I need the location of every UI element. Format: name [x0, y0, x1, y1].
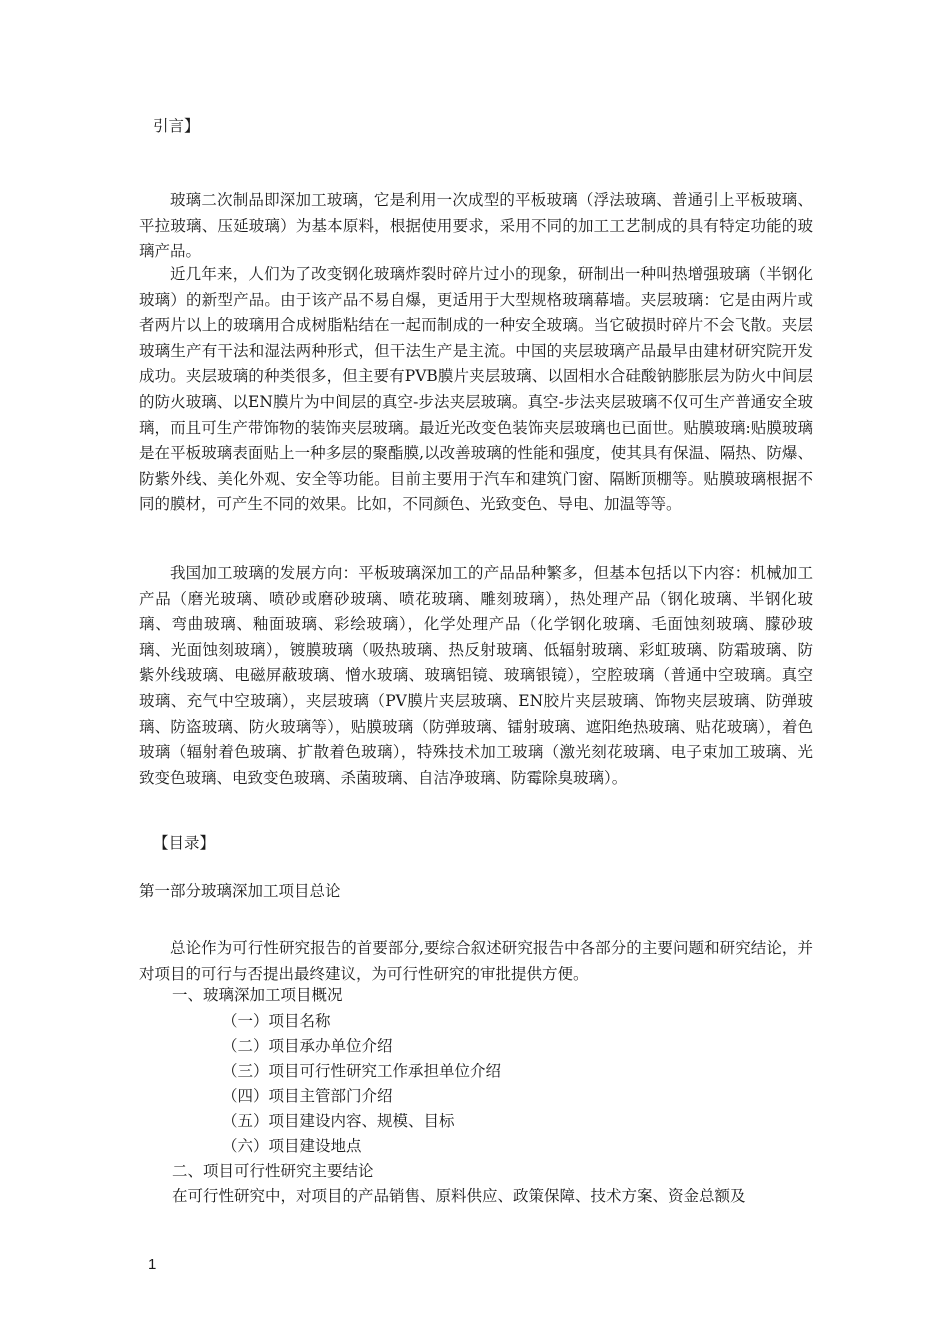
section-2-title: 二、项目可行性研究主要结论 — [172, 1162, 374, 1180]
summary-paragraph: 总论作为可行性研究报告的首要部分,要综合叙述研究报告中各部分的主要问题和研究结论，并对项目的可行与否提出最终建议，为可行性研究的审批提供方便。 — [139, 939, 813, 983]
toc-heading: 【目录】 — [153, 834, 216, 852]
toc-item-6: （六）项目建设地点 — [222, 1137, 362, 1155]
page-number: 1 — [148, 1256, 157, 1273]
paragraph-3: 我国加工玻璃的发展方向：平板玻璃深加工的产品品种繁多，但基本包括以下内容：机械加工产品（磨光玻璃、喷砂或磨砂玻璃、喷花玻璃、雕刻玻璃），热处理产品（钢化玻璃、半钢化玻璃、弯曲玻璃、釉面玻璃、彩绘玻璃），化学处理产品（化学钢化玻璃、毛面蚀刻玻璃、朦砂玻璃、光面蚀刻玻璃），镀膜玻璃（吸热玻璃、热反射玻璃、低辐射玻璃、彩虹玻璃、防霜玻璃、防紫外线玻璃、电磁屏蔽玻璃、憎水玻璃、玻璃铝镜、玻璃银镜），空腔玻璃（普通中空玻璃。真空玻璃、充气中空玻璃），夹层玻璃（PV膜片夹层玻璃、EN胶片夹层玻璃、饰物夹层玻璃、防弹玻璃、防盗玻璃、防火玻璃等），贴膜玻璃（防弹玻璃、镭射玻璃、遮阳绝热玻璃、贴花玻璃），着色玻璃（辐射着色玻璃、扩散着色玻璃），特殊技术加工玻璃（激光刻花玻璃、电子束加工玻璃、光致变色玻璃、电致变色玻璃、杀菌玻璃、自洁净玻璃、防霉除臭玻璃）。 — [139, 564, 813, 787]
section-1-title: 一、玻璃深加工项目概况 — [172, 986, 343, 1004]
toc-item-2: （二）项目承办单位介绍 — [222, 1037, 393, 1055]
toc-item-4: （四）项目主管部门介绍 — [222, 1087, 393, 1105]
section-2-text: 在可行性研究中，对项目的产品销售、原料供应、政策保障、技术方案、资金总额及 — [172, 1187, 746, 1205]
paragraph-1: 玻璃二次制品即深加工玻璃，它是利用一次成型的平板玻璃（浮法玻璃、普通引上平板玻璃、平拉玻璃、压延玻璃）为基本原料，根据使用要求，采用不同的加工工艺制成的具有特定功能的玻璃产品。 — [139, 191, 813, 261]
toc-item-3: （三）项目可行性研究工作承担单位介绍 — [222, 1062, 502, 1080]
toc-item-5: （五）项目建设内容、规模、目标 — [222, 1112, 455, 1130]
toc-item-1: （一）项目名称 — [222, 1012, 331, 1030]
intro-heading: 引言】 — [153, 117, 200, 135]
paragraph-2: 近几年来，人们为了改变钢化玻璃炸裂时碎片过小的现象，研制出一种叫热增强玻璃（半钢化玻璃）的新型产品。由于该产品不易自爆，更适用于大型规格玻璃幕墙。夹层玻璃：它是由两片或者两片以上的玻璃用合成树脂粘结在一起而制成的一种安全玻璃。当它破损时碎片不会飞散。夹层玻璃生产有干法和湿法两种形式，但干法生产是主流。中国的夹层玻璃产品最早由建材研究院开发成功。夹层玻璃的种类很多，但主要有PVB膜片夹层玻璃、以固相水合硅酸钠膨胀层为防火中间层的防火玻璃、以EN膜片为中间层的真空-步法夹层玻璃。真空-步法夹层玻璃不仅可生产普通安全玻璃，而且可生产带饰物的装饰夹层玻璃。最近光改变色装饰夹层玻璃也已面世。贴膜玻璃:贴膜玻璃是在平板玻璃表面贴上一种多层的聚酯膜,以改善玻璃的性能和强度，使其具有保温、隔热、防爆、防紫外线、美化外观、安全等功能。目前主要用于汽车和建筑门窗、隔断顶棚等。贴膜玻璃根据不同的膜材，可产生不同的效果。比如，不同颜色、光致变色、导电、加温等等。 — [139, 265, 813, 514]
part-title: 第一部分玻璃深加工项目总论 — [139, 882, 341, 900]
